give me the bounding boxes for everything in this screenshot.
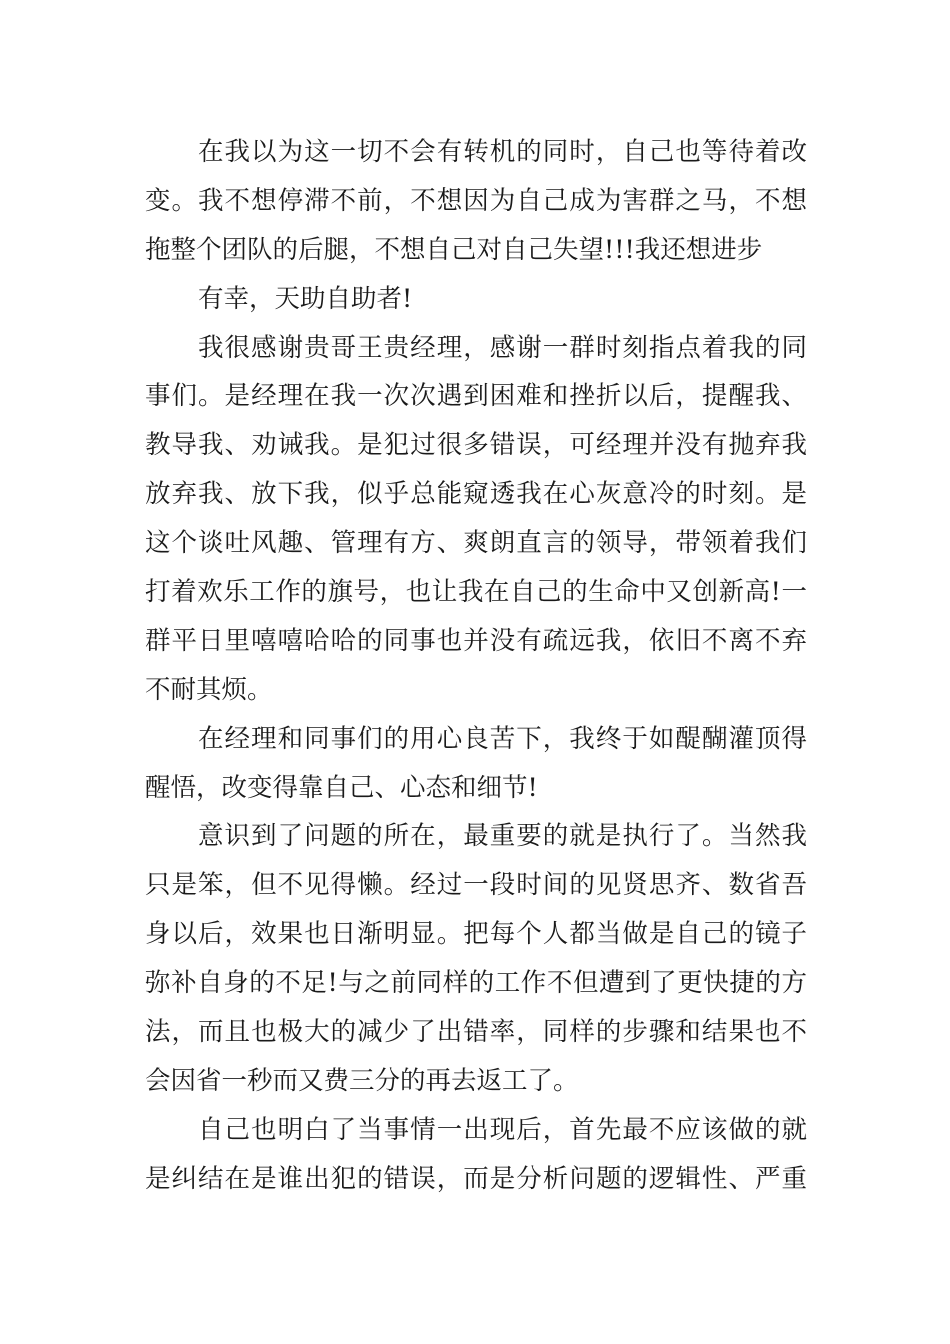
paragraph: [145, 275, 807, 324]
text-line: 拖整个团队的后腿，不想自己对自己失望!!!我还想进步: [145, 234, 763, 265]
paragraph: [145, 715, 807, 813]
text-line: 变。我不想停滞不前，不想因为自己成为害群之马，不想: [145, 185, 807, 216]
text-line: 教导我、劝诫我。是犯过很多错误，可经理并没有抛弃我: [145, 430, 807, 461]
text-line: 我很感谢贵哥王贵经理，感谢一群时刻指点着我的同: [198, 332, 807, 363]
paragraph: [145, 812, 807, 1105]
text-line: 会因省一秒而又费三分的再去返工了。: [145, 1065, 579, 1096]
text-line: 打着欢乐工作的旗号，也让我在自己的生命中又创新高!一: [145, 577, 807, 608]
text-line: 醒悟，改变得靠自己、心态和细节!: [145, 772, 538, 803]
text-line: 意识到了问题的所在，最重要的就是执行了。当然我: [198, 821, 807, 852]
text-line: 在我以为这一切不会有转机的同时，自己也等待着改: [198, 137, 807, 167]
text-line: 事们。是经理在我一次次遇到困难和挫折以后，提醒我、: [145, 381, 807, 412]
text-line: 在经理和同事们的用心良苦下，我终于如醍醐灌顶得: [198, 723, 807, 754]
text-line: 法，而且也极大的减少了出错率，同样的步骤和结果也不: [145, 1017, 807, 1048]
text-line: 放弃我、放下我，似乎总能窥透我在心灰意冷的时刻。是: [145, 479, 807, 510]
text-line: 自己也明白了当事情一出现后，首先最不应该做的就: [198, 1114, 807, 1145]
text-line: 群平日里嘻嘻哈哈的同事也并没有疏远我，依旧不离不弃: [145, 625, 807, 656]
text-line: 不耐其烦。: [145, 674, 273, 705]
text-line: 身以后，效果也日渐明显。把每个人都当做是自己的镜子: [145, 919, 807, 950]
text-line: 有幸，天助自助者!: [198, 283, 413, 314]
text-line: 是纠结在是谁出犯的错误，而是分析问题的逻辑性、严重: [145, 1163, 807, 1194]
paragraph: [145, 1106, 807, 1204]
text-line: 这个谈吐风趣、管理有方、爽朗直言的领导，带领着我们: [145, 528, 807, 559]
paragraph: [145, 128, 807, 275]
text-line: 只是笨，但不见得懒。经过一段时间的见贤思齐、数省吾: [145, 870, 807, 901]
text-line: 弥补自身的不足!与之前同样的工作不但遭到了更快捷的方: [145, 968, 807, 999]
body-text: [145, 128, 807, 1204]
paragraph: [145, 324, 807, 715]
